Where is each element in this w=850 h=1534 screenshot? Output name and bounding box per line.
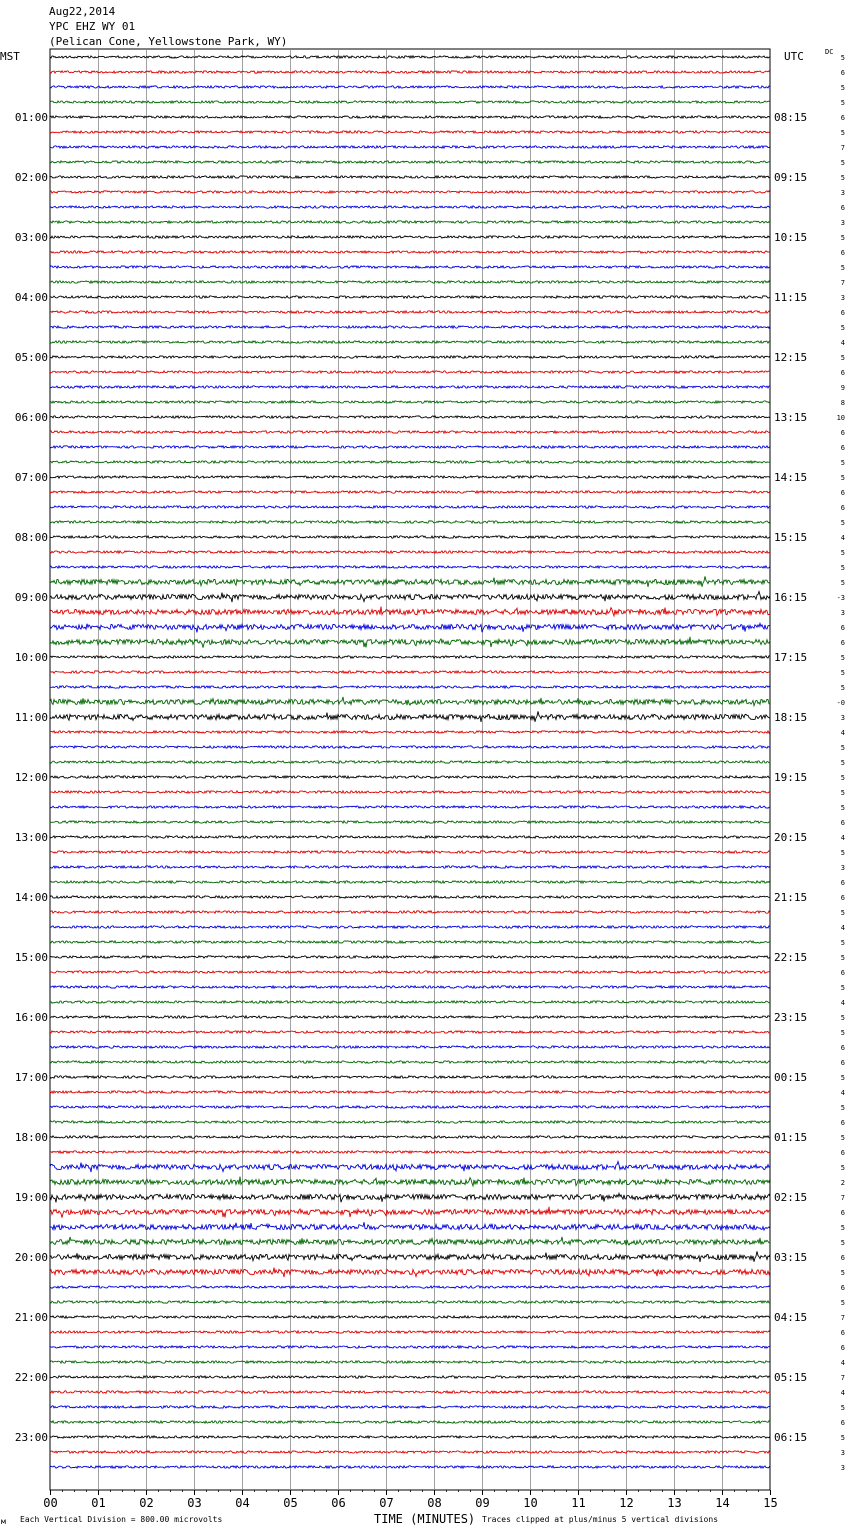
right-hour-label: 17:15 — [774, 651, 808, 664]
dc-offset-value: 6 — [840, 1119, 845, 1127]
seismic-trace — [50, 431, 770, 433]
left-hour-label: 10:00 — [14, 651, 48, 664]
seismic-trace — [50, 1136, 770, 1138]
left-hour-label: 04:00 — [14, 291, 48, 304]
seismic-trace — [50, 191, 770, 193]
right-hour-label: 22:15 — [774, 951, 808, 964]
dc-offset-value: 5 — [840, 54, 845, 62]
dc-offset-value: 5 — [840, 1269, 845, 1277]
seismic-trace — [50, 941, 770, 943]
dc-offset-value: 6 — [840, 504, 845, 512]
dc-offset-value: 6 — [840, 894, 845, 902]
dc-offset-value: 6 — [840, 489, 845, 497]
right-hour-label: 05:15 — [774, 1371, 808, 1384]
x-tick-label: 07 — [379, 1496, 394, 1510]
right-hour-label: 23:15 — [774, 1011, 808, 1024]
dc-offset-value: 5 — [840, 909, 845, 917]
dc-offset-value: 6 — [840, 1149, 845, 1157]
station-location: (Pelican Cone, Yellowstone Park, WY) — [49, 35, 288, 48]
dc-offset-value: 2 — [840, 1179, 845, 1187]
seismic-trace — [50, 697, 770, 706]
dc-offset-value: 8 — [840, 399, 845, 407]
seismic-trace — [50, 1162, 770, 1173]
right-hour-label: 03:15 — [774, 1251, 808, 1264]
dc-offset-value: 5 — [840, 744, 845, 752]
plot-date: Aug22,2014 — [49, 5, 116, 18]
dc-offset-value: 5 — [840, 1224, 845, 1232]
left-hour-label: 19:00 — [14, 1191, 48, 1204]
x-tick-label: 02 — [139, 1496, 154, 1510]
seismic-trace — [50, 1061, 770, 1063]
dc-offset-value: 5 — [840, 654, 845, 662]
dc-offset-value: 5 — [840, 159, 845, 167]
seismic-trace — [50, 1301, 770, 1303]
seismic-trace — [50, 1031, 770, 1033]
seismic-trace — [50, 1237, 770, 1245]
seismic-trace — [50, 71, 770, 73]
dc-offset-value: 4 — [840, 924, 845, 932]
seismic-trace — [50, 1268, 770, 1277]
dc-offset-value: 5 — [840, 234, 845, 242]
seismic-trace — [50, 806, 770, 808]
dc-offset-value: 6 — [840, 969, 845, 977]
seismic-trace — [50, 296, 770, 298]
dc-offset-value: 5 — [840, 354, 845, 362]
dc-offset-value: 5 — [840, 324, 845, 332]
scale-note: Each Vertical Division = 800.00 microvolts — [20, 1515, 223, 1524]
dc-offset-value: 5 — [840, 1239, 845, 1247]
seismic-trace — [50, 1076, 770, 1078]
seismic-trace — [50, 1046, 770, 1048]
dc-offset-value: 5 — [840, 84, 845, 92]
seismic-trace — [50, 476, 770, 478]
right-hour-label: 13:15 — [774, 411, 808, 424]
dc-offset-value: 3 — [840, 189, 845, 197]
dc-offset-value: 6 — [840, 1209, 845, 1217]
seismic-trace — [50, 221, 770, 223]
right-hour-label: 12:15 — [774, 351, 808, 364]
seismic-trace — [50, 1151, 770, 1153]
seismic-trace — [50, 101, 770, 103]
seismic-trace — [50, 356, 770, 358]
dc-offset-value: 5 — [840, 1434, 845, 1442]
seismic-trace — [50, 576, 770, 587]
left-timezone-label: MST — [0, 50, 20, 63]
seismic-trace — [50, 161, 770, 163]
dc-offset-value: 4 — [840, 1389, 845, 1397]
left-hour-label: 05:00 — [14, 351, 48, 364]
right-hour-label: 21:15 — [774, 891, 808, 904]
seismic-trace — [50, 386, 770, 388]
right-hour-label: 10:15 — [774, 231, 808, 244]
right-hour-label: 16:15 — [774, 591, 808, 604]
seismic-trace — [50, 236, 770, 238]
right-timezone-label: UTC — [784, 50, 804, 63]
seismic-trace — [50, 592, 770, 603]
dc-offset-value: 5 — [840, 564, 845, 572]
station-code: YPC EHZ WY 01 — [49, 20, 136, 33]
seismic-trace — [50, 1193, 770, 1202]
dc-offset-value: 5 — [840, 1134, 845, 1142]
seismic-trace — [50, 776, 770, 778]
seismic-trace — [50, 326, 770, 328]
dc-offset-value: 4 — [840, 834, 845, 842]
dc-offset-value: 6 — [840, 624, 845, 632]
left-hour-label: 01:00 — [14, 111, 48, 124]
dc-offset-value: 6 — [840, 819, 845, 827]
left-hour-label: 02:00 — [14, 171, 48, 184]
seismic-trace — [50, 311, 770, 313]
dc-offset-value: 6 — [840, 1059, 845, 1067]
seismic-trace — [50, 1331, 770, 1333]
seismic-trace — [50, 821, 770, 823]
left-hour-label: 03:00 — [14, 231, 48, 244]
x-tick-label: 11 — [571, 1496, 586, 1510]
right-hour-label: 20:15 — [774, 831, 808, 844]
seismic-trace — [50, 836, 770, 838]
right-hour-label: 19:15 — [774, 771, 808, 784]
seismic-trace — [50, 176, 770, 178]
seismic-trace — [50, 86, 770, 88]
dc-offset-value: 6 — [840, 879, 845, 887]
left-hour-label: 21:00 — [14, 1311, 48, 1324]
seismic-trace — [50, 446, 770, 448]
seismic-trace — [50, 56, 770, 58]
dc-offset-value: 3 — [840, 714, 845, 722]
right-hour-label: 02:15 — [774, 1191, 808, 1204]
left-hour-label: 12:00 — [14, 771, 48, 784]
dc-offset-value: 5 — [840, 99, 845, 107]
x-tick-label: 13 — [667, 1496, 682, 1510]
seismic-trace — [50, 1207, 770, 1218]
seismic-trace — [50, 1466, 770, 1468]
x-tick-label: 15 — [763, 1496, 778, 1510]
seismic-trace — [50, 281, 770, 283]
seismic-trace — [50, 1451, 770, 1453]
seismic-trace — [50, 686, 770, 688]
left-hour-label: 11:00 — [14, 711, 48, 724]
right-hour-label: 15:15 — [774, 531, 808, 544]
x-tick-label: 12 — [619, 1496, 634, 1510]
x-tick-label: 03 — [187, 1496, 202, 1510]
seismic-trace — [50, 1346, 770, 1348]
seismic-trace — [50, 251, 770, 253]
dc-offset-value: -3 — [836, 594, 845, 602]
dc-offset-value: 5 — [840, 174, 845, 182]
seismic-trace — [50, 401, 770, 403]
dc-offset-value: -0 — [836, 699, 845, 707]
seismic-trace — [50, 1406, 770, 1408]
seismic-trace — [50, 536, 770, 538]
label-layer — [15, 54, 845, 1510]
seismic-trace — [50, 416, 770, 418]
x-tick-label: 09 — [475, 1496, 490, 1510]
seismic-trace — [50, 637, 770, 648]
seismic-trace — [50, 1121, 770, 1123]
dc-offset-value: 10 — [836, 414, 845, 422]
seismic-trace — [50, 521, 770, 523]
x-tick-label: 14 — [715, 1496, 730, 1510]
right-hour-label: 11:15 — [774, 291, 808, 304]
x-tick-label: 06 — [331, 1496, 346, 1510]
seismic-trace — [50, 266, 770, 268]
seismic-trace — [50, 1361, 770, 1363]
dc-offset-value: 5 — [840, 1404, 845, 1412]
dc-offset-value: 6 — [840, 309, 845, 317]
seismic-trace — [50, 956, 770, 958]
dc-offset-value: 6 — [840, 429, 845, 437]
dc-offset-value: 6 — [840, 1344, 845, 1352]
seismic-trace — [50, 1016, 770, 1018]
dc-offset-value: 6 — [840, 114, 845, 122]
dc-offset-value: 6 — [840, 249, 845, 257]
dc-offset-value: 5 — [840, 1014, 845, 1022]
dc-offset-value: 6 — [840, 1329, 845, 1337]
dc-offset-value: 4 — [840, 999, 845, 1007]
dc-offset-value: 5 — [840, 519, 845, 527]
seismic-trace — [50, 1316, 770, 1318]
seismic-trace — [50, 986, 770, 988]
left-hour-label: 14:00 — [14, 891, 48, 904]
seismic-trace — [50, 866, 770, 868]
dc-offset-value: 6 — [840, 369, 845, 377]
seismic-trace — [50, 926, 770, 928]
dc-offset-value: 5 — [840, 984, 845, 992]
logo-mark: м — [1, 1517, 6, 1526]
seismic-trace — [50, 1286, 770, 1288]
dc-offset-value: 9 — [840, 384, 845, 392]
seismic-trace — [50, 1091, 770, 1093]
dc-offset-value: 5 — [840, 804, 845, 812]
dc-offset-value: 5 — [840, 264, 845, 272]
seismic-trace — [50, 206, 770, 208]
right-hour-label: 14:15 — [774, 471, 808, 484]
dc-offset-value: 5 — [840, 684, 845, 692]
left-hour-label: 22:00 — [14, 1371, 48, 1384]
x-axis-title: TIME (MINUTES) — [374, 1512, 476, 1526]
dc-offset-value: 6 — [840, 1419, 845, 1427]
left-hour-label: 17:00 — [14, 1071, 48, 1084]
dc-offset-value: 5 — [840, 759, 845, 767]
seismic-trace — [50, 506, 770, 508]
dc-offset-value: 3 — [840, 609, 845, 617]
seismic-trace — [50, 551, 770, 553]
left-hour-label: 15:00 — [14, 951, 48, 964]
dc-offset-value: 5 — [840, 549, 845, 557]
left-hour-label: 13:00 — [14, 831, 48, 844]
seismic-trace — [50, 566, 770, 568]
x-tick-label: 00 — [43, 1496, 58, 1510]
seismic-trace — [50, 671, 770, 673]
dc-offset-value: 6 — [840, 69, 845, 77]
dc-offset-value: 5 — [840, 1029, 845, 1037]
seismic-trace — [50, 146, 770, 148]
dc-offset-value: 7 — [840, 1374, 845, 1382]
seismic-trace — [50, 341, 770, 343]
dc-offset-value: 3 — [840, 864, 845, 872]
right-hour-label: 04:15 — [774, 1311, 808, 1324]
seismic-trace — [50, 1391, 770, 1393]
dc-offset-value: 5 — [840, 789, 845, 797]
dc-offset-value: 5 — [840, 579, 845, 587]
dc-offset-value: 3 — [840, 1449, 845, 1457]
seismic-trace — [50, 711, 770, 722]
seismic-trace — [50, 607, 770, 616]
right-hour-label: 09:15 — [774, 171, 808, 184]
left-hour-label: 07:00 — [14, 471, 48, 484]
dc-offset-value: 5 — [840, 129, 845, 137]
dc-offset-value: 6 — [840, 639, 845, 647]
dc-offset-value: 4 — [840, 534, 845, 542]
seismic-trace — [50, 1376, 770, 1378]
seismic-trace — [50, 491, 770, 493]
seismic-trace — [50, 371, 770, 373]
dc-offset-value: 3 — [840, 294, 845, 302]
x-tick-label: 01 — [91, 1496, 106, 1510]
seismic-trace — [50, 761, 770, 763]
dc-offset-value: 6 — [840, 1284, 845, 1292]
dc-offset-value: 5 — [840, 459, 845, 467]
dc-offset-value: 5 — [840, 849, 845, 857]
seismic-trace — [50, 461, 770, 463]
seismic-trace — [50, 911, 770, 913]
seismic-trace — [50, 1222, 770, 1230]
left-hour-label: 08:00 — [14, 531, 48, 544]
x-tick-label: 04 — [235, 1496, 250, 1510]
dc-offset-value: 6 — [840, 1044, 845, 1052]
dc-offset-value: 3 — [840, 1464, 845, 1472]
dc-offset-value: 5 — [840, 669, 845, 677]
right-hour-label: 00:15 — [774, 1071, 808, 1084]
dc-offset-value: 5 — [840, 1299, 845, 1307]
dc-offset-value: 7 — [840, 279, 845, 287]
seismic-trace — [50, 656, 770, 658]
dc-offset-value: 3 — [840, 219, 845, 227]
right-hour-label: 01:15 — [774, 1131, 808, 1144]
dc-offset-value: 6 — [840, 444, 845, 452]
dc-offset-value: 7 — [840, 1194, 845, 1202]
seismic-trace — [50, 116, 770, 118]
seismic-trace — [50, 881, 770, 883]
left-hour-label: 18:00 — [14, 1131, 48, 1144]
dc-offset-value: 7 — [840, 144, 845, 152]
seismic-trace — [50, 1001, 770, 1003]
seismic-trace — [50, 731, 770, 733]
left-hour-label: 23:00 — [14, 1431, 48, 1444]
seismic-trace — [50, 131, 770, 133]
dc-offset-value: 5 — [840, 1074, 845, 1082]
seismic-trace — [50, 971, 770, 973]
right-hour-label: 06:15 — [774, 1431, 808, 1444]
seismic-trace — [50, 851, 770, 853]
dc-offset-value: 5 — [840, 474, 845, 482]
dc-offset-value: 4 — [840, 339, 845, 347]
trace-layer — [50, 56, 770, 1468]
seismic-trace — [50, 1436, 770, 1438]
seismic-trace — [50, 1421, 770, 1423]
seismic-trace — [50, 1251, 770, 1262]
dc-offset-value: 6 — [840, 204, 845, 212]
dc-offset-value: 6 — [840, 1254, 845, 1262]
left-hour-label: 06:00 — [14, 411, 48, 424]
clip-note: Traces clipped at plus/minus 5 vertical divisions — [482, 1515, 719, 1524]
seismic-trace — [50, 896, 770, 898]
dc-offset-value: 5 — [840, 1104, 845, 1112]
left-hour-label: 09:00 — [14, 591, 48, 604]
x-tick-label: 05 — [283, 1496, 298, 1510]
dc-offset-value: 5 — [840, 774, 845, 782]
dc-offset-value: 4 — [840, 1359, 845, 1367]
dc-offset-value: 7 — [840, 1314, 845, 1322]
left-hour-label: 20:00 — [14, 1251, 48, 1264]
seismic-trace — [50, 1106, 770, 1108]
x-tick-label: 10 — [523, 1496, 538, 1510]
right-hour-label: 18:15 — [774, 711, 808, 724]
dc-offset-value: 5 — [840, 939, 845, 947]
dc-offset-value: 4 — [840, 1089, 845, 1097]
x-tick-label: 08 — [427, 1496, 442, 1510]
dc-offset-value: 4 — [840, 729, 845, 737]
dc-offset-value: 5 — [840, 1164, 845, 1172]
seismic-trace — [50, 746, 770, 748]
seismic-trace — [50, 1177, 770, 1186]
seismic-trace — [50, 791, 770, 793]
right-hour-label: 08:15 — [774, 111, 808, 124]
seismic-trace — [50, 623, 770, 632]
left-hour-label: 16:00 — [14, 1011, 48, 1024]
dc-label: DC — [825, 48, 834, 56]
dc-offset-value: 5 — [840, 954, 845, 962]
